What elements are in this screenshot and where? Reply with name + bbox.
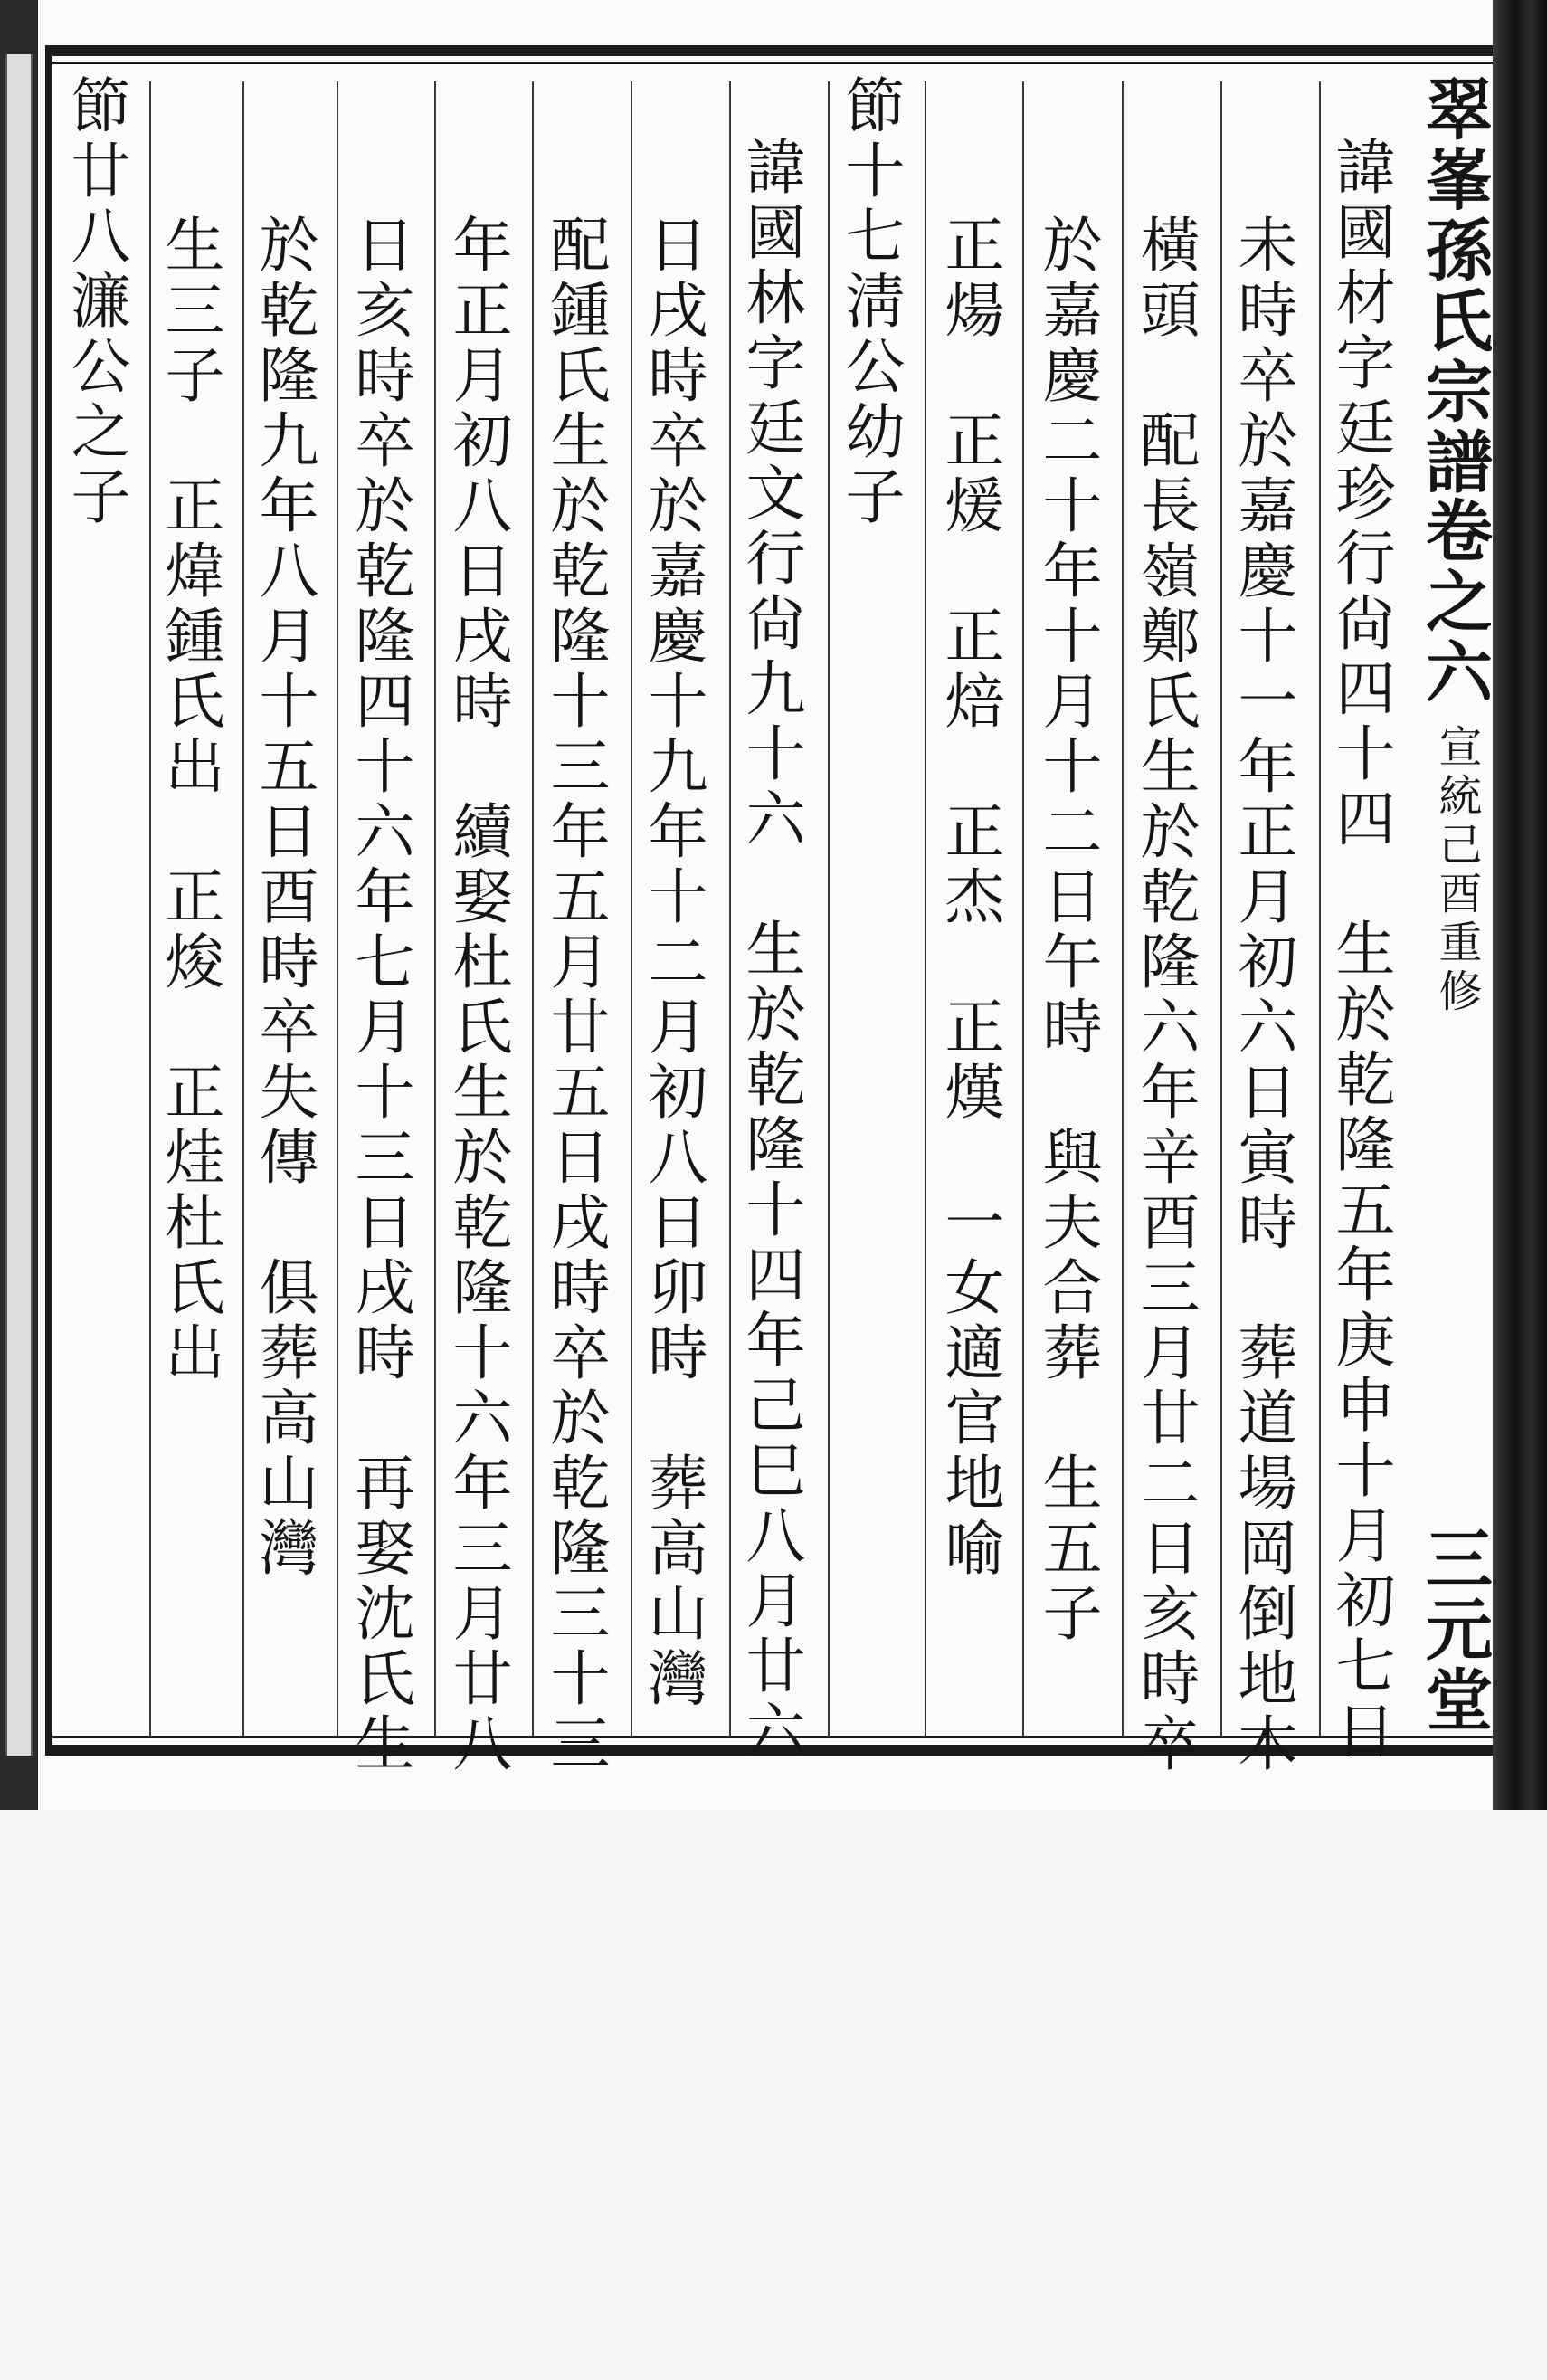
volume-label: 卷之六 xyxy=(1415,496,1493,708)
frame-top-inner-border xyxy=(45,62,1493,64)
column-rule xyxy=(925,81,926,1737)
column-rule xyxy=(242,81,244,1737)
frame-left-border xyxy=(45,45,52,1756)
column-rule xyxy=(1220,81,1222,1737)
column-rule xyxy=(149,81,151,1737)
edition-note: 宣統己酉重修 xyxy=(1431,724,1482,1017)
column-rule xyxy=(631,81,632,1737)
hall-name: 三元堂 xyxy=(1415,1524,1493,1736)
column-rule xyxy=(828,81,830,1737)
column-rule xyxy=(1122,81,1124,1737)
text-column-1: 諱國材字廷珍行尙四十四 生於乾隆五年庚申十月初七日 xyxy=(1325,136,1395,1765)
book-title: 翠峯孫氏宗譜 xyxy=(1415,74,1493,498)
text-column-8: 日戌時卒於嘉慶十九年十二月初八日卯時 葬高山灣 xyxy=(638,214,707,1712)
previous-page-strip xyxy=(5,54,33,1756)
text-column-4: 於嘉慶二十年十月十二日午時 與夫合葬 生五子 xyxy=(1032,214,1102,1647)
text-column-9: 配鍾氏生於乾隆十三年五月廿五日戌時卒於乾隆三十三 xyxy=(540,214,610,1777)
column-rule xyxy=(1319,81,1321,1737)
frame-top-border xyxy=(45,45,1493,56)
text-column-5: 正煬 正煖 正焙 正杰 正熯 一女適官地喻 xyxy=(935,214,1004,1582)
column-rule xyxy=(532,81,534,1737)
column-rule xyxy=(729,81,731,1737)
text-column-2: 未時卒於嘉慶十一年正月初六日寅時 葬道場岡倒地木 xyxy=(1228,214,1297,1777)
book-spine xyxy=(1493,0,1547,1810)
section-heading-28: 節廿八濂公之子 xyxy=(61,74,130,530)
text-column-10: 年正月初八日戌時 續娶杜氏生於乾隆十六年三月廿八 xyxy=(442,214,512,1777)
text-column-13: 生三子 正煒鍾氏出 正焌 正烓杜氏出 xyxy=(155,214,224,1386)
text-column-11: 日亥時卒於乾隆四十六年七月十三日戌時 再娶沈氏生 xyxy=(345,214,414,1777)
column-rule xyxy=(434,81,436,1737)
text-column-12: 於乾隆九年八月十五日酉時卒失傳 俱葬高山灣 xyxy=(249,214,318,1582)
column-rule xyxy=(1022,81,1024,1737)
column-rule xyxy=(337,81,338,1737)
text-column-3: 橫頭 配長嶺鄭氏生於乾隆六年辛酉三月廿二日亥時卒 xyxy=(1130,214,1200,1777)
section-heading-17: 節十七淸公幼子 xyxy=(835,74,905,530)
text-column-7: 諱國林字廷文行尙九十六 生於乾隆十四年己巳八月廿六 xyxy=(736,136,805,1765)
